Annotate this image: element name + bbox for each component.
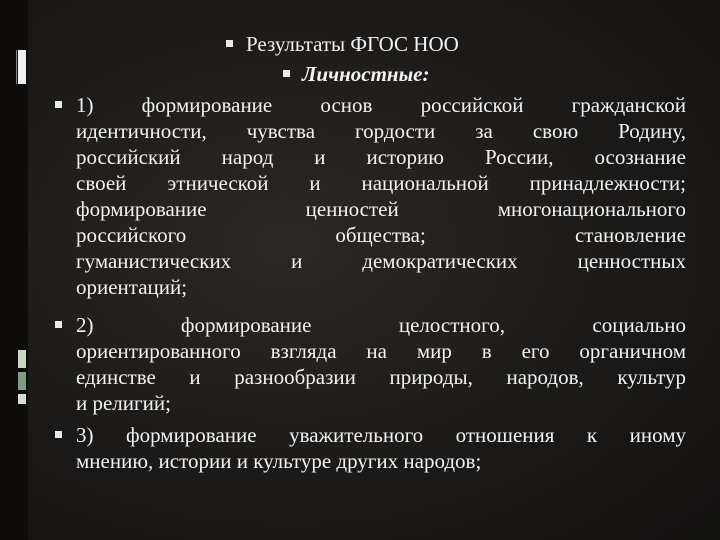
item-1-line-2: идентичности, чувства гордости за свою Родину, xyxy=(76,119,686,143)
bullet-icon xyxy=(55,321,62,328)
slide-heading: Результаты ФГОС НОО xyxy=(246,32,459,56)
bullet-icon xyxy=(55,101,62,108)
item-1-line-1: 1) формирование основ российской гражданской xyxy=(76,93,686,117)
bullet-icon xyxy=(283,70,290,77)
item-1-line-7: гуманистических и демократических ценностных xyxy=(76,249,686,273)
item-1-line-6: российского общества; становление xyxy=(76,223,686,247)
bullet-icon xyxy=(55,431,62,438)
decorative-bar-light-green xyxy=(18,350,26,368)
bullet-icon xyxy=(226,40,233,47)
item-1-line-3: российский народ и историю России, осознание xyxy=(76,145,686,169)
item-2-line-2: ориентированного взгляда на мир в его органичном xyxy=(76,339,686,363)
decorative-bar-green xyxy=(18,372,26,390)
item-2-line-4: и религий; xyxy=(76,391,171,415)
decorative-bar-top xyxy=(18,50,26,84)
slide-subheading: Личностные: xyxy=(302,62,430,86)
item-1-line-8: ориентаций; xyxy=(76,275,188,299)
decorative-line xyxy=(16,50,17,84)
item-1-line-4: своей этнической и национальной принадлежности; xyxy=(76,171,686,195)
item-2-line-1: 2) формирование целостного, социально xyxy=(76,313,686,337)
item-3-line-1: 3) формирование уважительного отношения к иному xyxy=(76,423,686,447)
item-3-line-2: мнению, истории и культуре других народов; xyxy=(76,449,482,473)
decorative-bar-pale xyxy=(18,394,26,404)
item-1-line-5: формирование ценностей многонационального xyxy=(76,197,686,221)
item-2-line-3: единстве и разнообразии природы, народов, культур xyxy=(76,365,686,389)
